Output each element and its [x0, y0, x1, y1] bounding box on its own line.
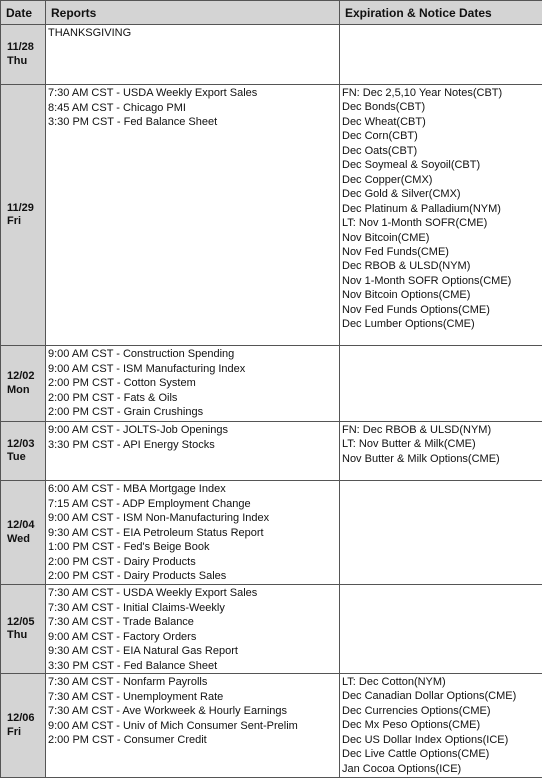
day-label: Thu — [7, 629, 28, 641]
expiration-item: Nov Fed Funds(CME) — [342, 245, 449, 258]
report-item: 9:30 AM CST - EIA Natural Gas Report — [48, 645, 238, 657]
expiration-item: Dec Mx Peso Options(CME) — [342, 719, 481, 732]
header-date: Date — [1, 1, 46, 25]
expirations-cell — [340, 674, 542, 778]
report-item: 2:00 PM CST - Dairy Products Sales — [48, 570, 227, 582]
reports-cell — [46, 422, 340, 481]
expirations-cell — [340, 481, 542, 585]
date-cell — [1, 585, 46, 674]
table-row — [1, 25, 542, 85]
expiration-item: FN: Dec 2,5,10 Year Notes(CBT) — [342, 87, 503, 99]
report-item: 9:00 AM CST - Univ of Mich Consumer Sent-Prelim — [48, 719, 298, 732]
date-label: 12/06 — [7, 712, 35, 724]
date-label: 12/04 — [7, 519, 35, 531]
header-row — [1, 1, 542, 25]
expiration-item: LT: Nov 1-Month SOFR(CME) — [342, 217, 488, 230]
expiration-item: Jan Cocoa Options(ICE) — [342, 762, 462, 775]
report-item: 9:30 AM CST - EIA Petroleum Status Report — [48, 526, 264, 539]
report-item: 8:45 AM CST - Chicago PMI — [48, 101, 186, 114]
expirations-cell — [340, 25, 542, 85]
date-label: 12/03 — [7, 437, 35, 450]
table-row — [1, 422, 542, 481]
report-item: 7:30 AM CST - Nonfarm Payrolls — [48, 676, 208, 688]
report-item: 7:30 AM CST - Unemployment Rate — [48, 690, 224, 703]
report-item: 7:30 AM CST - USDA Weekly Export Sales — [48, 587, 258, 599]
day-label: Fri — [7, 725, 22, 738]
report-item: 2:00 PM CST - Fats & Oils — [48, 391, 178, 404]
expirations-cell — [340, 585, 542, 674]
report-item: 2:00 PM CST - Cotton System — [48, 377, 196, 389]
expiration-item: Nov Bitcoin(CME) — [342, 231, 430, 244]
reports-cell — [46, 585, 340, 674]
report-item: 9:00 AM CST - JOLTS-Job Openings — [48, 424, 228, 436]
date-label: 11/29 — [7, 201, 34, 214]
expiration-item: Dec Copper(CMX) — [342, 173, 433, 186]
report-item: 7:15 AM CST - ADP Employment Change — [48, 497, 251, 510]
report-item: 3:30 PM CST - API Energy Stocks — [48, 438, 215, 451]
report-item: 7:30 AM CST - Initial Claims-Weekly — [48, 601, 225, 614]
expiration-item: FN: Dec RBOB & ULSD(NYM) — [342, 424, 492, 436]
expiration-item: Dec RBOB & ULSD(NYM) — [342, 260, 471, 273]
table-row — [1, 585, 542, 674]
date-cell — [1, 422, 46, 481]
report-item: 2:00 PM CST - Dairy Products — [48, 555, 196, 568]
report-item: 9:00 AM CST - Factory Orders — [48, 630, 197, 643]
table-row — [1, 85, 542, 346]
table-row — [1, 674, 542, 778]
report-item: 7:30 AM CST - Ave Workweek & Hourly Earnings — [48, 705, 288, 717]
header-expiration: Expiration & Notice Dates — [340, 1, 542, 25]
expiration-item: Dec Corn(CBT) — [342, 130, 418, 143]
expiration-item: Dec Bonds(CBT) — [342, 101, 426, 114]
expirations-cell — [340, 422, 542, 481]
expiration-item: Nov Bitcoin Options(CME) — [342, 289, 471, 302]
report-item: 2:00 PM CST - Consumer Credit — [48, 734, 207, 746]
reports-cell — [46, 85, 340, 346]
day-label: Tue — [7, 451, 26, 463]
report-item: 3:30 PM CST - Fed Balance Sheet — [48, 116, 218, 128]
report-item: 2:00 PM CST - Grain Crushings — [48, 406, 204, 418]
expiration-item: Dec Soymeal & Soyoil(CBT) — [342, 159, 481, 172]
expiration-item: LT: Nov Butter & Milk(CME) — [342, 438, 476, 451]
expiration-item: Nov Butter & Milk Options(CME) — [342, 452, 500, 465]
header-reports: Reports — [46, 1, 340, 25]
report-item: 9:00 AM CST - ISM Manufacturing Index — [48, 362, 246, 375]
report-item: 7:30 AM CST - USDA Weekly Export Sales — [48, 87, 258, 99]
table-row — [1, 346, 542, 422]
reports-cell — [46, 346, 340, 422]
expiration-item: Dec Gold & Silver(CMX) — [342, 188, 461, 201]
expiration-item: Dec Lumber Options(CME) — [342, 318, 475, 331]
day-label: Fri — [7, 215, 22, 227]
report-item: 7:30 AM CST - Trade Balance — [48, 616, 194, 628]
date-cell — [1, 85, 46, 346]
table-row — [1, 481, 542, 585]
expiration-item: Nov 1-Month SOFR Options(CME) — [342, 274, 512, 287]
date-cell — [1, 25, 46, 85]
expiration-item: Dec Oats(CBT) — [342, 144, 418, 157]
day-label: Wed — [7, 532, 31, 545]
expiration-item: Dec Platinum & Palladium(NYM) — [342, 202, 501, 215]
expiration-item: Dec Live Cattle Options(CME) — [342, 748, 490, 761]
date-cell — [1, 481, 46, 585]
report-item: 9:00 AM CST - ISM Non-Manufacturing Index — [48, 512, 270, 524]
expiration-item: Dec Currencies Options(CME) — [342, 704, 491, 717]
expiration-item: Dec Canadian Dollar Options(CME) — [342, 690, 517, 703]
day-label: Thu — [7, 54, 28, 67]
date-label: 12/02 — [7, 370, 35, 382]
report-item: 9:00 AM CST - Construction Spending — [48, 348, 235, 360]
date-cell — [1, 674, 46, 778]
expiration-item: LT: Dec Cotton(NYM) — [342, 676, 446, 688]
expirations-cell — [340, 346, 542, 422]
report-item: THANKSGIVING — [48, 27, 132, 39]
date-cell — [1, 346, 46, 422]
expirations-cell — [340, 85, 542, 346]
date-label: 11/28 — [7, 41, 34, 53]
expiration-item: Dec US Dollar Index Options(ICE) — [342, 733, 509, 746]
report-item: 1:00 PM CST - Fed's Beige Book — [48, 541, 210, 553]
expiration-item: Nov Fed Funds Options(CME) — [342, 303, 490, 316]
reports-cell — [46, 481, 340, 585]
reports-cell — [46, 25, 340, 85]
report-item: 6:00 AM CST - MBA Mortgage Index — [48, 483, 226, 495]
reports-cell — [46, 674, 340, 778]
expiration-item: Dec Wheat(CBT) — [342, 115, 426, 128]
date-label: 12/05 — [7, 615, 35, 628]
day-label: Mon — [7, 383, 30, 396]
report-item: 3:30 PM CST - Fed Balance Sheet — [48, 659, 218, 672]
